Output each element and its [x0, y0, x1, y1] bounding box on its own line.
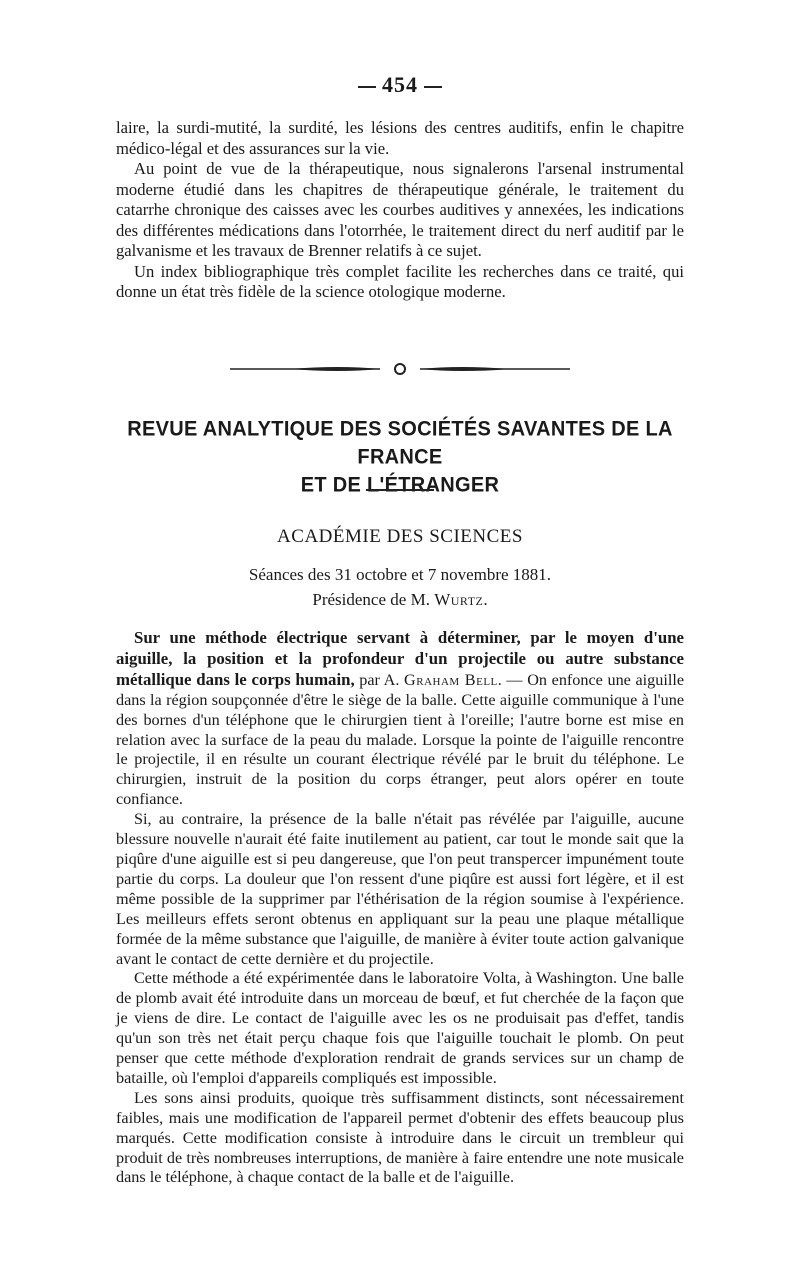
article-paragraph: Les sons ainsi produits, quoique très suffisamment distincts, sont nécessairement faibles, mais une modification de l'appareil permet d'obtenir des effets beaucoup plus marqués. Cette modification consiste à introduire dans le circuit un trembleur qui produit de très nombreuses interruptions, de manière à faire entendre une note musicale dans le téléphone, à chaque contact de la balle et de l'aiguille.	[116, 1088, 684, 1187]
article-graham-bell	[116, 628, 684, 1188]
section-heading	[116, 415, 684, 499]
article-lead-text: . — On enfonce une aiguille dans la région soupçonnée d'être le siège de la balle. Cette aiguille communique à l'une des bornes d'un téléphone que le chirurgien tient à l'oreille; l'autre borne est mise en relation avec la surface de la peau du malade. Lorsque la pointe de l'aiguille rencontre le projectile, il en résulte un courant électrique révélé par le bruit du téléphone. Le chirurgien, instruit de la position du corps étranger, peut alors opérer en toute confiance.	[116, 670, 685, 809]
seances-line: Séances des 31 octobre et 7 novembre 1881.	[248, 565, 552, 584]
ornament-divider	[230, 362, 570, 376]
article-paragraph: Cette méthode a été expérimentée dans le laboratoire Volta, à Washington. Une balle de plomb avait été introduite dans un morceau de bœuf, et fut cherchée de la façon que je viens de dire. Le contact de l'aiguille avec les os ne produisait pas d'effet, tandis qu'un son très net était perçu chaque fois que l'aiguille touchait le plomb. On peut penser que cette méthode d'exploration rendrait de grands services sur un champ de bataille, où l'emploi d'appareils compliqués est impossible.	[116, 969, 684, 1087]
dash-left	[358, 86, 376, 88]
paragraph-continuation: laire, la surdi-mutité, la surdité, les lésions des centres auditifs, enfin le chapitre médico-légal et des assurances sur la vie.	[116, 118, 684, 158]
short-rule	[366, 489, 434, 491]
article-lead-paragraph	[116, 628, 684, 810]
page-number: 454	[0, 72, 800, 98]
presidence-suffix: .	[483, 590, 488, 609]
academy-heading: ACADÉMIE DES SCIENCES	[277, 526, 523, 547]
presidence-prefix: Présidence de M.	[312, 590, 430, 609]
article-title: Sur une méthode électrique servant à déterminer, par le moyen d'une aiguille, la position et la profondeur d'un projectile ou autre substance métallique dans le corps humain,	[116, 628, 684, 689]
paragraph-index: Un index bibliographique très complet facilite les recherches dans ce traité, qui donne un état très fidèle de la science otologique moderne.	[116, 261, 684, 301]
section-heading-line2: ET DE L'ÉTRANGER	[300, 473, 500, 497]
author-name: Graham Bell	[404, 670, 498, 689]
presidence-line	[0, 590, 800, 610]
section-heading-line1: REVUE ANALYTIQUE DES SOCIÉTÉS SAVANTES DE LA FRANCE	[127, 417, 673, 469]
author-prefix: par A.	[359, 670, 400, 689]
paragraph-therapeutics: Au point de vue de la thérapeutique, nous signalerons l'arsenal instrumental moderne étudié dans les chapitres de thérapeutique générale, le traitement du catarrhe chronique des caisses avec les courbes auditives y annexées, les indications des différentes médications dans l'otorrhée, le traitement direct du nerf auditif par le galvanisme et les travaux de Brenner relatifs à ce sujet.	[116, 159, 684, 260]
dash-right	[424, 86, 442, 88]
top-text-block	[116, 118, 684, 303]
presidence-name: Wurtz	[434, 590, 484, 609]
article-paragraph: Si, au contraire, la présence de la balle n'était pas révélée par l'aiguille, aucune blessure nouvelle n'aurait été faite inutilement au patient, car tout le monde sait que la piqûre d'une aiguille est si peu dangereuse, que l'on peut transpercer impunément toute partie du corps. La douleur que l'on ressent d'une piqûre est aussi fort légère, et il est même possible de la supprimer par l'éthérisation de la région soumise à l'expérience. Les meilleurs effets seront obtenus en appliquant sur la peau une plaque métallique formée de la même substance que l'aiguille, de manière à éviter toute action galvanique avant le contact de cette dernière et du projectile.	[116, 810, 684, 968]
